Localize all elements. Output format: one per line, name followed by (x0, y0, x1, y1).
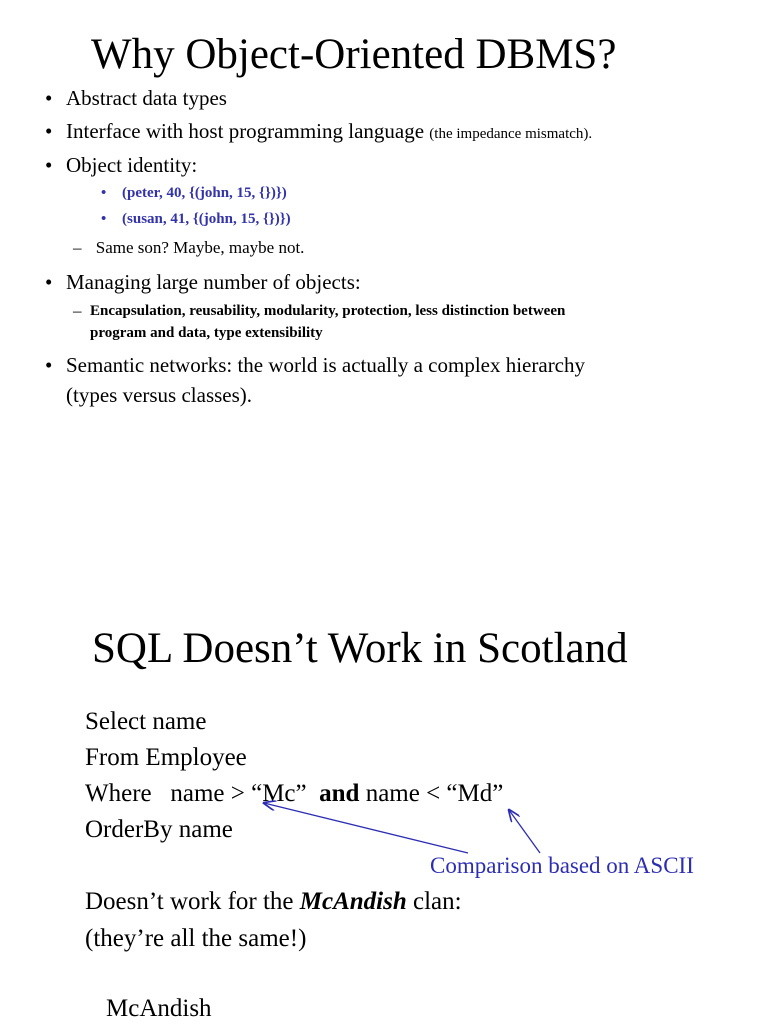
bullet-text-line2: (types versus classes). (66, 383, 253, 408)
objects-dash-line2: program and data, type extensibility (90, 324, 323, 341)
bullet-text: Abstract data types (66, 86, 227, 110)
slide2-title: SQL Doesn’t Work in Scotland (92, 625, 628, 672)
sql-orderby-line: OrderBy name (85, 816, 233, 843)
identity-dash-text: Same son? Maybe, maybe not. (95, 238, 305, 257)
identity-example-text: (susan, 41, {(john, 15, {})}) (122, 211, 291, 227)
mcandish-emphasis: McAndish (299, 888, 407, 915)
dash-marker: – (73, 238, 82, 257)
identity-example-text: (peter, 40, {(john, 15, {})}) (122, 185, 287, 201)
mcandish-line (85, 889, 462, 914)
arrow-to-md (509, 810, 540, 853)
bullet-text: Managing large number of objects: (66, 270, 361, 294)
mcandish-suffix: clan: (406, 888, 462, 915)
slide1-title: Why Object-Oriented DBMS? (91, 31, 617, 78)
ascii-comparison-annotation: Comparison based on ASCII (430, 853, 694, 878)
bullet-text: Interface with host programming language (66, 119, 425, 143)
dash-marker: – (73, 301, 82, 320)
sql-select-line: Select name (85, 708, 207, 735)
sql-where-suffix: name < “Md” (359, 780, 504, 807)
sql-from-line: From Employee (85, 744, 247, 771)
bullet-dot: • (45, 86, 53, 110)
sql-and-keyword: and (319, 780, 360, 807)
bullet-dot: • (45, 119, 53, 143)
sub-bullet-dot: • (101, 211, 107, 227)
arrow-to-mc (264, 803, 468, 853)
bullet-note: (the impedance mismatch). (429, 126, 593, 142)
bullet-dot: • (45, 153, 53, 177)
bullet-text: Object identity: (66, 153, 198, 177)
sql-where-prefix: Where name > “Mc” (85, 780, 320, 807)
all-same-line: (they’re all the same!) (85, 925, 307, 952)
mcandish-prefix: Doesn’t work for the (85, 888, 300, 915)
bullet-dot: • (45, 353, 53, 377)
objects-dash-line1: Encapsulation, reusability, modularity, protection, less distinction between (90, 303, 566, 319)
sub-bullet-dot: • (101, 185, 107, 201)
bullet-dot: • (45, 270, 53, 294)
mcandish-example: McAndish (106, 995, 212, 1022)
bullet-text: Semantic networks: the world is actually a complex hierarchy (66, 353, 586, 377)
